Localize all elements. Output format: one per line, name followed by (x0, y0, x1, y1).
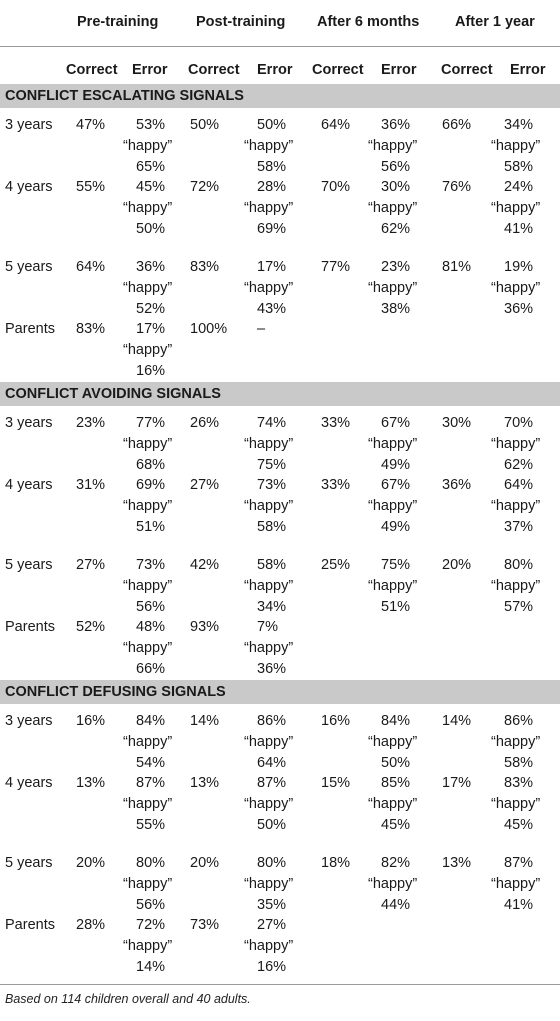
table-row (0, 406, 560, 473)
row-label: 3 years (5, 415, 53, 431)
error-value: 14% (136, 959, 166, 975)
error-value: 34% (504, 117, 534, 133)
error-value: “happy” (491, 578, 541, 594)
error-value: 50% (257, 817, 287, 833)
subheader-error: Error (381, 62, 417, 78)
error-value: 43% (257, 301, 287, 317)
section-header (0, 84, 560, 108)
error-value: “happy” (491, 498, 541, 514)
correct-value: 77% (321, 259, 351, 275)
error-value: 58% (257, 519, 287, 535)
error-value: 64% (257, 755, 287, 771)
error-value: 56% (136, 599, 166, 615)
error-value: 70% (504, 415, 534, 431)
row-label: 5 years (5, 259, 53, 275)
error-value: “happy” (244, 938, 294, 954)
error-value: 87% (504, 855, 534, 871)
error-value: “happy” (491, 138, 541, 154)
correct-value: 20% (76, 855, 106, 871)
correct-value: 17% (442, 775, 472, 791)
error-value: – (257, 321, 266, 337)
error-value: “happy” (368, 734, 418, 750)
error-value: 30% (381, 179, 411, 195)
error-value: 56% (381, 159, 411, 175)
correct-value: 83% (190, 259, 220, 275)
correct-value: 15% (321, 775, 351, 791)
error-value: “happy” (244, 796, 294, 812)
error-value: 73% (136, 557, 166, 573)
correct-value: 23% (76, 415, 106, 431)
row-label: 4 years (5, 477, 53, 493)
error-value: “happy” (244, 200, 294, 216)
correct-value: 13% (442, 855, 472, 871)
error-value: “happy” (368, 498, 418, 514)
correct-value: 93% (190, 619, 220, 635)
correct-value: 14% (190, 713, 220, 729)
footnote: Based on 114 children overall and 40 adults. (5, 992, 251, 1006)
error-value: 57% (504, 599, 534, 615)
error-value: “happy” (491, 200, 541, 216)
error-value: 72% (136, 917, 166, 933)
error-value: 16% (257, 959, 287, 975)
table-row (0, 170, 560, 250)
error-value: 58% (504, 159, 534, 175)
correct-value: 25% (321, 557, 351, 573)
table-row (0, 610, 560, 680)
error-value: 86% (257, 713, 287, 729)
error-value: 54% (136, 755, 166, 771)
error-value: 51% (381, 599, 411, 615)
error-value: 56% (136, 897, 166, 913)
correct-value: 26% (190, 415, 220, 431)
correct-value: 16% (321, 713, 351, 729)
table-row (0, 468, 560, 548)
row-label: Parents (5, 619, 55, 635)
error-value: 36% (381, 117, 411, 133)
error-value: “happy” (244, 640, 294, 656)
error-value: 83% (504, 775, 534, 791)
table-row (0, 548, 560, 615)
error-value: “happy” (123, 796, 173, 812)
error-value: 69% (136, 477, 166, 493)
error-value: 87% (257, 775, 287, 791)
error-value: 50% (381, 755, 411, 771)
error-value: 36% (136, 259, 166, 275)
error-value: “happy” (123, 734, 173, 750)
correct-value: 33% (321, 477, 351, 493)
section-title: CONFLICT DEFUSING SIGNALS (5, 684, 226, 700)
error-value: 28% (257, 179, 287, 195)
error-value: 84% (136, 713, 166, 729)
subheader-correct: Correct (441, 62, 493, 78)
error-value: “happy” (368, 280, 418, 296)
error-value: “happy” (368, 876, 418, 892)
subheader-error: Error (257, 62, 293, 78)
error-value: 16% (136, 363, 166, 379)
correct-value: 33% (321, 415, 351, 431)
error-value: 67% (381, 415, 411, 431)
section-header (0, 680, 560, 704)
error-value: 17% (136, 321, 166, 337)
error-value: “happy” (123, 342, 173, 358)
error-value: 67% (381, 477, 411, 493)
error-value: “happy” (123, 640, 173, 656)
row-label: 4 years (5, 775, 53, 791)
error-value: 37% (504, 519, 534, 535)
error-value: “happy” (123, 200, 173, 216)
error-value: 41% (504, 897, 534, 913)
error-value: 50% (136, 221, 166, 237)
error-value: “happy” (244, 734, 294, 750)
row-label: 4 years (5, 179, 53, 195)
error-value: 44% (381, 897, 411, 913)
correct-value: 42% (190, 557, 220, 573)
section-title: CONFLICT ESCALATING SIGNALS (5, 88, 244, 104)
error-value: “happy” (123, 876, 173, 892)
error-value: 23% (381, 259, 411, 275)
subheader-row (0, 47, 560, 84)
correct-value: 20% (190, 855, 220, 871)
footnote-row (0, 985, 560, 1015)
error-value: 80% (136, 855, 166, 871)
correct-value: 83% (76, 321, 106, 337)
correct-value: 47% (76, 117, 106, 133)
correct-value: 14% (442, 713, 472, 729)
error-value: 80% (504, 557, 534, 573)
subheader-error: Error (132, 62, 168, 78)
subheader-correct: Correct (312, 62, 364, 78)
error-value: 73% (257, 477, 287, 493)
error-value: 27% (257, 917, 287, 933)
error-value: 75% (257, 457, 287, 473)
error-value: 55% (136, 817, 166, 833)
subheader-error: Error (510, 62, 546, 78)
error-value: 65% (136, 159, 166, 175)
error-value: 58% (257, 159, 287, 175)
error-value: “happy” (123, 280, 173, 296)
error-value: 84% (381, 713, 411, 729)
row-label: 5 years (5, 855, 53, 871)
error-value: 7% (257, 619, 278, 635)
error-value: 85% (381, 775, 411, 791)
error-value: 45% (381, 817, 411, 833)
error-value: 68% (136, 457, 166, 473)
error-value: “happy” (368, 796, 418, 812)
correct-value: 52% (76, 619, 106, 635)
error-value: “happy” (244, 280, 294, 296)
error-value: “happy” (123, 436, 173, 452)
error-value: 17% (257, 259, 287, 275)
correct-value: 72% (190, 179, 220, 195)
subheader-correct: Correct (66, 62, 118, 78)
error-value: 50% (257, 117, 287, 133)
subheader-correct: Correct (188, 62, 240, 78)
error-value: 24% (504, 179, 534, 195)
error-value: “happy” (123, 498, 173, 514)
error-value: 19% (504, 259, 534, 275)
correct-value: 81% (442, 259, 472, 275)
error-value: 87% (136, 775, 166, 791)
table-row (0, 108, 560, 175)
row-label: 5 years (5, 557, 53, 573)
error-value: 49% (381, 519, 411, 535)
correct-value: 64% (76, 259, 106, 275)
correct-value: 20% (442, 557, 472, 573)
error-value: “happy” (491, 796, 541, 812)
correct-value: 36% (442, 477, 472, 493)
error-value: 35% (257, 897, 287, 913)
period-header-post: Post-training (196, 14, 286, 30)
error-value: 58% (257, 557, 287, 573)
error-value: “happy” (244, 578, 294, 594)
table-row (0, 312, 560, 382)
section-header (0, 382, 560, 406)
correct-value: 31% (76, 477, 106, 493)
error-value: 38% (381, 301, 411, 317)
error-value: 53% (136, 117, 166, 133)
error-value: 66% (136, 661, 166, 677)
sections-container (0, 84, 560, 978)
error-value: 82% (381, 855, 411, 871)
row-label: 3 years (5, 713, 53, 729)
table-row (0, 704, 560, 771)
error-value: “happy” (123, 138, 173, 154)
error-value: “happy” (244, 876, 294, 892)
section-title: CONFLICT AVOIDING SIGNALS (5, 386, 221, 402)
error-value: “happy” (491, 280, 541, 296)
error-value: 36% (257, 661, 287, 677)
correct-value: 70% (321, 179, 351, 195)
error-value: “happy” (491, 436, 541, 452)
error-value: “happy” (368, 436, 418, 452)
correct-value: 13% (76, 775, 106, 791)
correct-value: 18% (321, 855, 351, 871)
error-value: 58% (504, 755, 534, 771)
error-value: 69% (257, 221, 287, 237)
error-value: 51% (136, 519, 166, 535)
error-value: “happy” (244, 436, 294, 452)
error-value: 86% (504, 713, 534, 729)
row-label: Parents (5, 321, 55, 337)
correct-value: 30% (442, 415, 472, 431)
correct-value: 100% (190, 321, 228, 337)
error-value: 48% (136, 619, 166, 635)
error-value: 52% (136, 301, 166, 317)
error-value: “happy” (368, 138, 418, 154)
correct-value: 27% (76, 557, 106, 573)
error-value: 62% (504, 457, 534, 473)
period-header-6m: After 6 months (317, 14, 420, 30)
table-row (0, 846, 560, 913)
row-label: Parents (5, 917, 55, 933)
correct-value: 50% (190, 117, 220, 133)
error-value: 80% (257, 855, 287, 871)
error-value: 36% (504, 301, 534, 317)
correct-value: 64% (321, 117, 351, 133)
error-value: 77% (136, 415, 166, 431)
error-value: “happy” (491, 734, 541, 750)
error-value: “happy” (368, 578, 418, 594)
error-value: “happy” (244, 498, 294, 514)
error-value: 34% (257, 599, 287, 615)
error-value: “happy” (123, 578, 173, 594)
error-value: 49% (381, 457, 411, 473)
table-row (0, 766, 560, 846)
error-value: 62% (381, 221, 411, 237)
error-value: 64% (504, 477, 534, 493)
correct-value: 27% (190, 477, 220, 493)
period-header-pre: Pre-training (77, 14, 159, 30)
error-value: “happy” (123, 938, 173, 954)
correct-value: 13% (190, 775, 220, 791)
error-value: 45% (504, 817, 534, 833)
correct-value: 73% (190, 917, 220, 933)
error-value: 45% (136, 179, 166, 195)
error-value: “happy” (244, 138, 294, 154)
table-row (0, 908, 560, 978)
row-label: 3 years (5, 117, 53, 133)
period-header-1y: After 1 year (455, 14, 535, 30)
error-value: “happy” (491, 876, 541, 892)
correct-value: 76% (442, 179, 472, 195)
period-header-row (0, 0, 560, 46)
error-value: 41% (504, 221, 534, 237)
table-row (0, 250, 560, 317)
correct-value: 16% (76, 713, 106, 729)
error-value: 74% (257, 415, 287, 431)
correct-value: 55% (76, 179, 106, 195)
error-value: 75% (381, 557, 411, 573)
correct-value: 28% (76, 917, 106, 933)
error-value: “happy” (368, 200, 418, 216)
correct-value: 66% (442, 117, 472, 133)
